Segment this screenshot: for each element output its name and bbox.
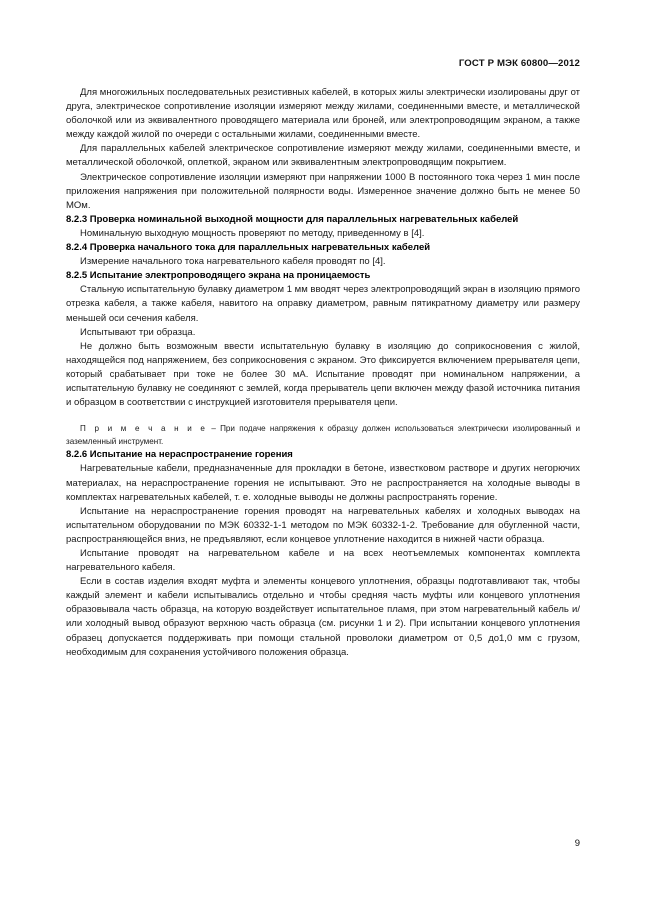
paragraph-8-2-6-sample-prep: Если в состав изделия входят муфта и элементы концевого уплотнения, образцы подготавливают так, чтобы каждый элемент и кабели испытывались отдельно и чтобы средняя часть муфты или концевого уплотнения образовывала часть образца, на которую воздействует испытательное пламя, при этом нагревательный кабель и/или холодный вывод образуют верхнюю часть образца (см. рисунки 1 и 2). При испытании концевого уплотнения образец допускается поддерживать при помощи стальной проволоки диаметром от 0,5 до1,0 мм с грузом, необходимым для сохранения устойчивого положения образца. [66,576,580,658]
document-content [66,86,580,660]
page-header: ГОСТ Р МЭК 60800—2012 [458,58,580,69]
paragraph-8-2-3-body: Номинальную выходную мощность проверяют по методу, приведенному в [4]. [80,227,425,239]
paragraph-8-2-4-body: Измерение начального тока нагревательного кабеля проводят по [4]. [80,256,386,268]
paragraph-8-2-6-components: Испытание проводят на нагревательном кабеле и на всех неотъемлемых компонентах комплекта нагревательного кабеля. [66,548,580,574]
note-text: – При подаче напряжения к образцу должен использоваться электрически изолированный и заземленный инструмент. [66,424,581,446]
note-label: П р и м е ч а н и е [80,424,208,434]
paragraph-insulation-resistance: Электрическое сопротивление изоляции измеряют при напряжении 1000 В постоянного тока через 1 мин после приложения напряжения при положительной полярности воды. Измеренное значение должно быть не менее 50 МОм. [66,171,580,211]
paragraph-8-2-5-procedure: Не должно быть возможным ввести испытательную булавку в изоляцию до соприкосновения с жилой, находящейся под напряжением, без соприкосновения с экраном. Это фиксируется включением прерывателя цепи, который срабатывает при токе не более 30 мА. Испытание проводят при номинальном напряжении, а испытательную булавку не соединяют с землей, когда прерыватель цепи включен между фазой источника питания и образцом в соответствии с инструкцией изготовителя прерывателя цепи. [66,340,580,409]
paragraph-intro-multicore: Для многожильных последовательных резистивных кабелей, в которых жилы электрически изолированы друг от друга, электрическое сопротивление изоляции измеряют между жилами, соединенными вместе, и металлической оболочкой или из эквивалентного проводящего материала или броней, или электропроводящим экраном, а также между каждой жилой по очереди с остальными жилами, соединенными вместе. [66,87,580,141]
paragraph-8-2-5-three-samples: Испытывают три образца. [80,326,196,338]
note-8-2-5 [66,423,580,448]
heading-8-2-5: 8.2.5 Испытание электропроводящего экрана на проницаемость [66,270,371,282]
paragraph-parallel-cables: Для параллельных кабелей электрическое сопротивление измеряют между жилами, соединенными вместе, и металлической оболочкой, оплеткой, экраном или эквивалентным электропроводящим покрытием. [66,143,580,169]
page-number: 9 [574,838,580,849]
heading-8-2-4: 8.2.4 Проверка начального тока для параллельных нагревательных кабелей [66,242,431,254]
heading-8-2-3: 8.2.3 Проверка номинальной выходной мощности для параллельных нагревательных кабелей [66,213,519,225]
heading-8-2-6: 8.2.6 Испытание на нераспространение горения [66,449,293,461]
paragraph-8-2-6-scope: Нагревательные кабели, предназначенные для прокладки в бетоне, известковом растворе и других негорючих материалах, на нераспространение горения не испытывают. Это не распространяется на холодные выводы в комплектах нагревательных кабелей, т. е. холодные выводы не должны распространять горение. [66,463,580,503]
paragraph-8-2-5-pin-test: Стальную испытательную булавку диаметром 1 мм вводят через электропроводящий экран в изоляцию прямого отрезка кабеля, а также кабеля, навитого на оправку диаметром, равным пятикратному диаметру или размеру меньшей оси сечения кабеля. [66,284,580,324]
paragraph-8-2-6-equipment: Испытание на нераспространение горения проводят на нагревательных кабелях и холодных выводах на испытательном оборудовании по МЭК 60332-1-1 методом по МЭК 60332-1-2. Требование для обугленной части, распространяющейся вниз, не предъявляют, если концевое уплотнение находится в нижней части образца. [66,505,580,545]
